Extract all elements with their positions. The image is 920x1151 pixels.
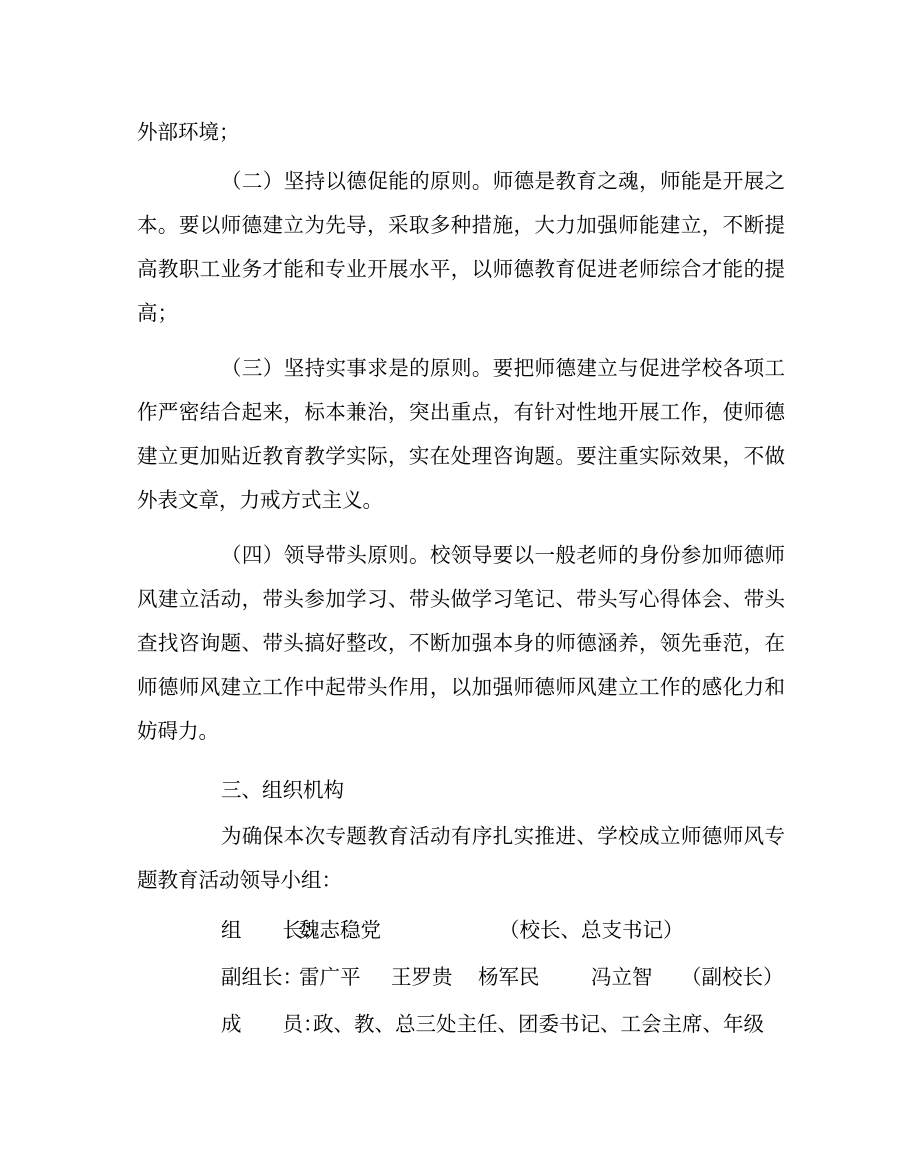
paragraph-leading-group-intro: 为确保本次专题教育活动有序扎实推进、学校成立师德师风专题教育活动领导小组： xyxy=(137,824,785,892)
paragraph-principle-3: （三）坚持实事求是的原则。要把师德建立与促进学校各项工作严密结合起来，标本兼治，突出重点，有针对性地开展工作，使师德建立更加贴近教育教学实际，实在处理咨询题。要注重实际效果，不做外表文章，力戒方式主义。 xyxy=(137,356,785,512)
deputy-name-3: 杨军民 xyxy=(478,965,540,989)
deputy-name-4: 冯立智 xyxy=(591,965,653,989)
paragraph-principle-2: （二）坚持以德促能的原则。师德是教育之魂，师能是开展之本。要以师德建立为先导，采取多种措施，大力加强师能建立，不断提高教职工业务才能和专业开展水平，以师德教育促进老师综合才能的提高； xyxy=(137,169,785,325)
members-row xyxy=(221,1002,791,1046)
leader-role: （校长、总支书记） xyxy=(499,918,684,942)
members-text: 政、教、总三处主任、团委书记、工会主席、年级 xyxy=(313,1012,764,1036)
deputy-name-2: 王罗贵 xyxy=(391,965,453,989)
deputy-row xyxy=(221,955,791,999)
section-heading-organization: 三、组织机构 xyxy=(221,778,344,802)
paragraph-continuation: 外部环境； xyxy=(137,120,240,144)
leader-label: 组 长： xyxy=(221,918,324,942)
leader-row xyxy=(221,908,781,952)
members-label: 成 员： xyxy=(221,1012,324,1036)
deputy-role: （副校长） xyxy=(681,965,784,989)
leader-name: 魏志稳党 xyxy=(299,918,381,942)
deputy-label: 副组长： xyxy=(221,965,303,989)
paragraph-principle-4: （四）领导带头原则。校领导要以一般老师的身份参加师德师风建立活动，带头参加学习、带头做学习笔记、带头写心得体会、带头查找咨询题、带头搞好整改，不断加强本身的师德涵养，领先垂范，在师德师风建立工作中起带头作用，以加强师德师风建立工作的感化力和妨碍力。 xyxy=(137,543,785,743)
deputy-name-1: 雷广平 xyxy=(299,965,361,989)
